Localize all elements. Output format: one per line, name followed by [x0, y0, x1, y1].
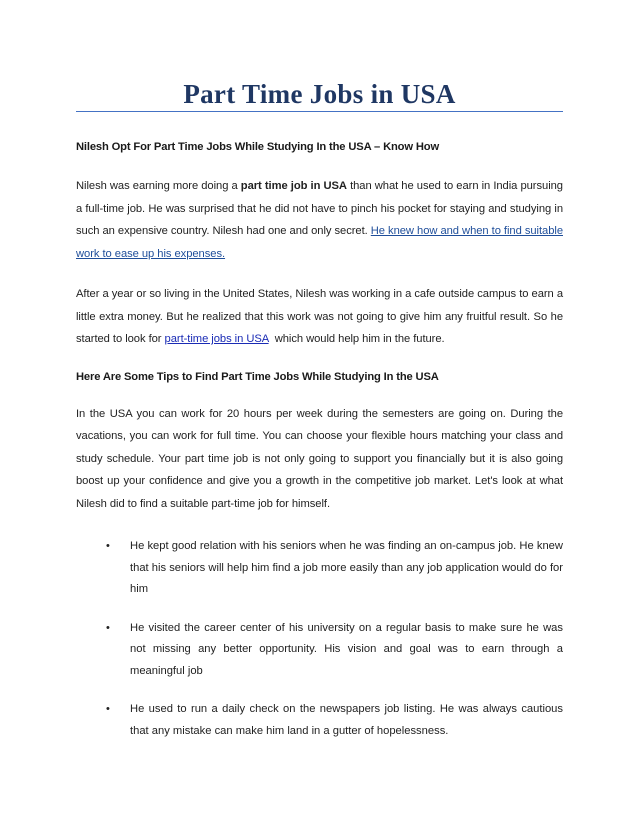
- paragraph-tips-intro: In the USA you can work for 20 hours per week during the semesters are going on. During the vacations, you can work for full time. You can choose your flexible hours matching your class and study schedule. Your part time job is not only going to support you financially but it is also going boost up your confidence and give you a growth in the competitive job market. Let's look at what Nilesh did to find a suitable part-time job for himself.: [76, 407, 563, 510]
- bullet-icon: •: [106, 540, 110, 552]
- list-item-text: He visited the career center of his university on a regular basis to make sure he was not missing any better opportunity. His vision and goal was to earn through a meaningful job: [130, 621, 563, 677]
- tips-list: [76, 536, 563, 742]
- paragraph-intro-text-a: Nilesh was earning more doing a: [76, 180, 241, 192]
- bold-keyword: part time job in USA: [240, 180, 347, 192]
- section-heading-intro: Nilesh Opt For Part Time Jobs While Studying In the USA – Know How: [76, 141, 440, 153]
- part-time-jobs-link[interactable]: part-time jobs in USA: [164, 333, 269, 345]
- list-item-text: He kept good relation with his seniors when he was finding an on-campus job. He knew that his seniors will help him find a job more easily than any job application would do for him: [130, 540, 563, 595]
- paragraph-intro: [76, 175, 563, 265]
- page-title: Part Time Jobs in USA: [183, 79, 456, 109]
- section-heading-tips: Here Are Some Tips to Find Part Time Jobs While Studying In the USA: [76, 370, 439, 383]
- paragraph-intro-text-b: than what he used to earn in India pursuing a full-time job. He was surprised that he did not have to pinch his pocket for staying and studying in such an expensive country. Nilesh had one and only secret.: [76, 180, 563, 237]
- paragraph-cafe-text-b: which would help him in the future.: [268, 333, 445, 345]
- list-item: [76, 699, 563, 742]
- paragraph-cafe-text-a: After a year or so living in the United States, Nilesh was working in a cafe outside campus to earn a little extra money. But he realized that this work was not going to give him any fruitful result. So he started to look for: [76, 288, 563, 345]
- title-underline: [76, 111, 563, 112]
- paragraph-cafe: [76, 283, 563, 351]
- document-page: [76, 0, 563, 759]
- bullet-icon: •: [106, 703, 110, 715]
- bullet-icon: •: [106, 621, 110, 634]
- list-item: [76, 618, 563, 683]
- list-item-text: He used to run a daily check on the newspapers job listing. He was always cautious that any mistake can make him land in a gutter of hopelessness.: [130, 703, 563, 737]
- list-item: [76, 536, 563, 601]
- find-work-link[interactable]: He knew how and when to find suitable work to ease up his expenses.: [76, 225, 563, 260]
